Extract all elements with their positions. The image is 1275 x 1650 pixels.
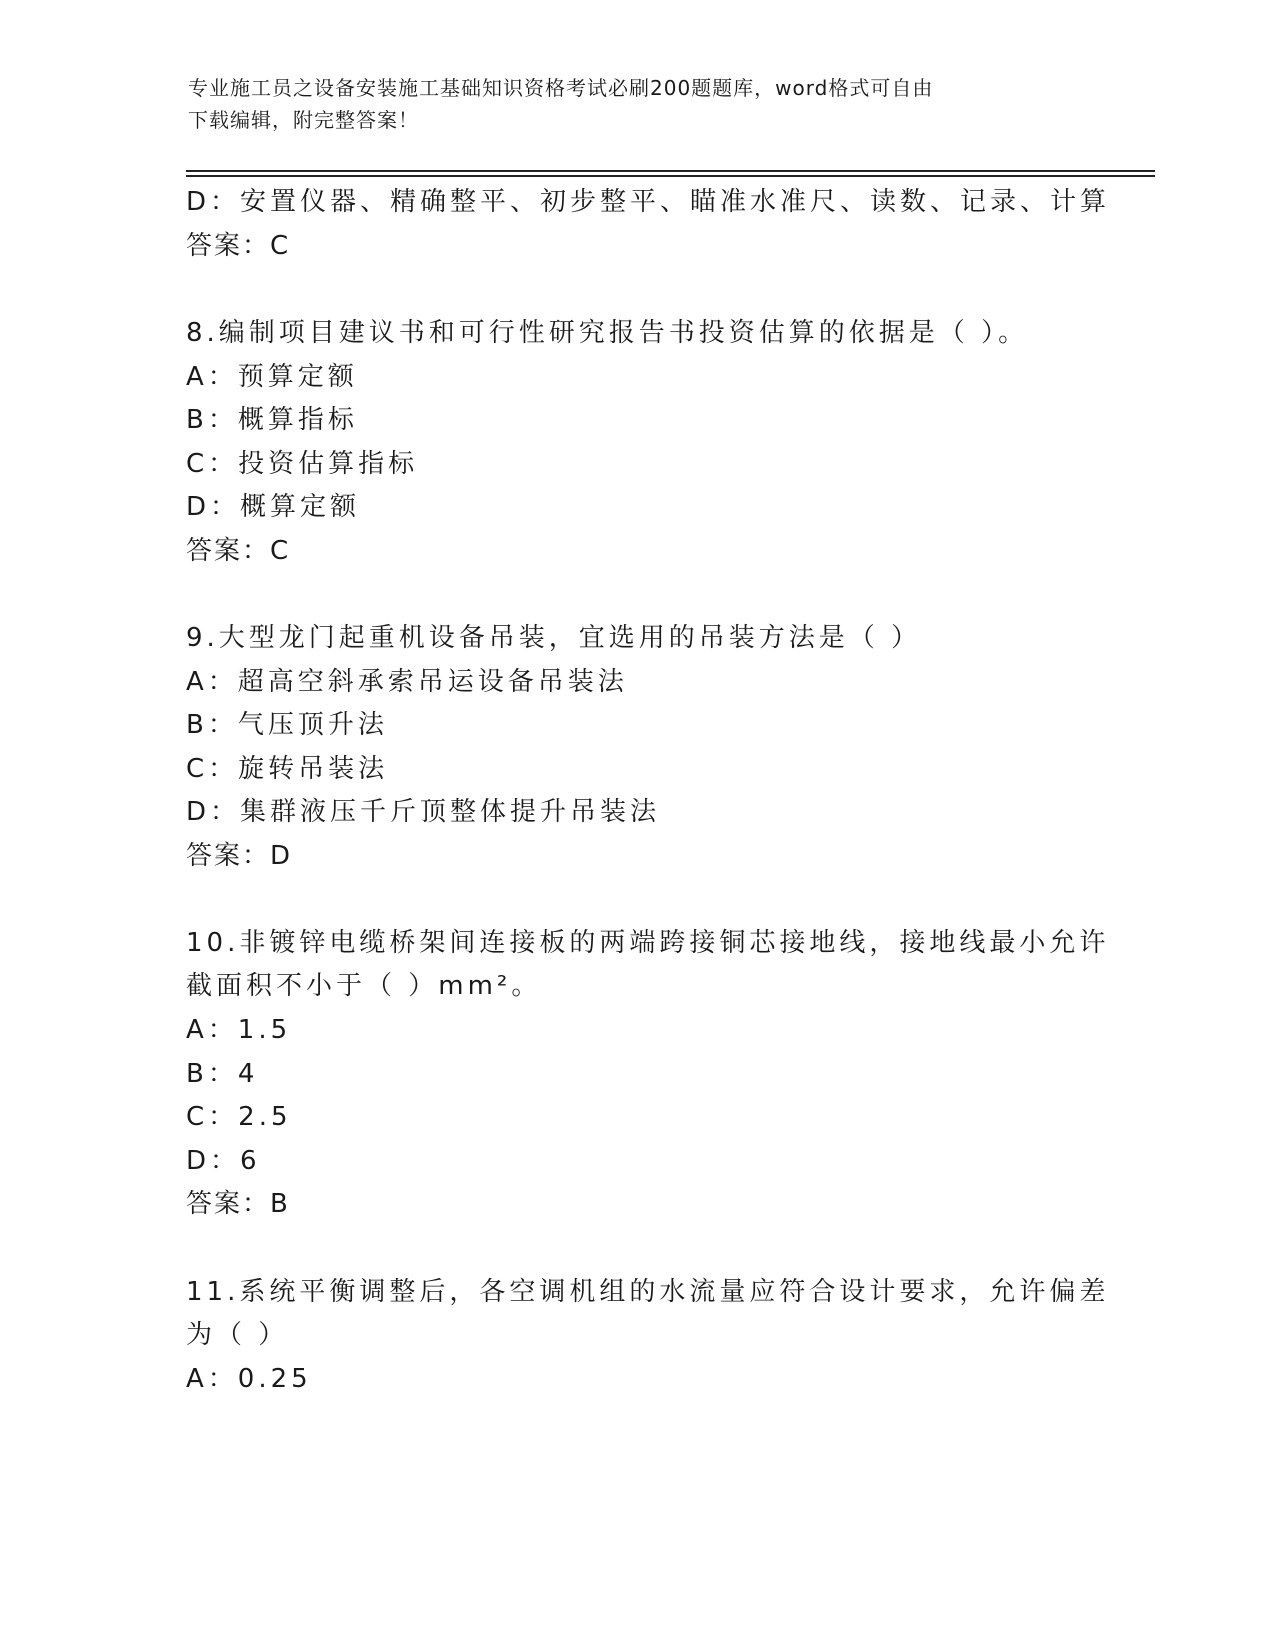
question-10-stem-line-2: 截面积不小于（ ）mm²。 <box>186 971 542 1001</box>
question-8-option-d: D：概算定额 <box>186 492 361 522</box>
question-9-answer: 答案：D <box>186 841 293 871</box>
header-title-line-1: 专业施工员之设备安装施工基础知识资格考试必刷200题题库，word格式可自由 <box>188 76 934 100</box>
question-10-stem-line-1: 10.非镀锌电缆桥架间连接板的两端跨接铜芯接地线，接地线最小允许 <box>186 928 1110 958</box>
question-11-option-a: A：0.25 <box>186 1364 312 1394</box>
question-8-option-b: B：概算指标 <box>186 405 358 435</box>
prev-answer: 答案：C <box>186 231 291 261</box>
question-8-option-a: A：预算定额 <box>186 362 358 392</box>
question-9-option-c: C：旋转吊装法 <box>186 754 389 784</box>
question-9-option-b: B：气压顶升法 <box>186 710 388 740</box>
header-divider-bottom <box>186 175 1155 177</box>
question-8-answer: 答案：C <box>186 536 291 566</box>
question-9-option-d: D：集群液压千斤顶整体提升吊装法 <box>186 797 661 827</box>
header-divider-top <box>186 170 1155 172</box>
prev-option-d: D：安置仪器、精确整平、初步整平、瞄准水准尺、读数、记录、计算 <box>186 187 1111 217</box>
question-9-stem: 9.大型龙门起重机设备吊装，宜选用的吊装方法是（ ） <box>186 623 922 653</box>
header-title-line-2: 下载编辑，附完整答案！ <box>188 108 419 132</box>
question-10-option-b: B：4 <box>186 1059 259 1089</box>
question-11-stem-line-2: 为（ ） <box>186 1320 289 1350</box>
question-8-option-c: C：投资估算指标 <box>186 449 419 479</box>
question-10-option-a: A：1.5 <box>186 1015 292 1045</box>
question-10-option-d: D：6 <box>186 1146 261 1176</box>
question-8-stem: 8.编制项目建议书和可行性研究报告书投资估算的依据是（ ）。 <box>186 318 1029 348</box>
question-10-answer: 答案：B <box>186 1189 290 1219</box>
question-10-option-c: C：2.5 <box>186 1102 292 1132</box>
question-11-stem-line-1: 11.系统平衡调整后，各空调机组的水流量应符合设计要求，允许偏差 <box>186 1277 1110 1307</box>
question-9-option-a: A：超高空斜承索吊运设备吊装法 <box>186 667 628 697</box>
